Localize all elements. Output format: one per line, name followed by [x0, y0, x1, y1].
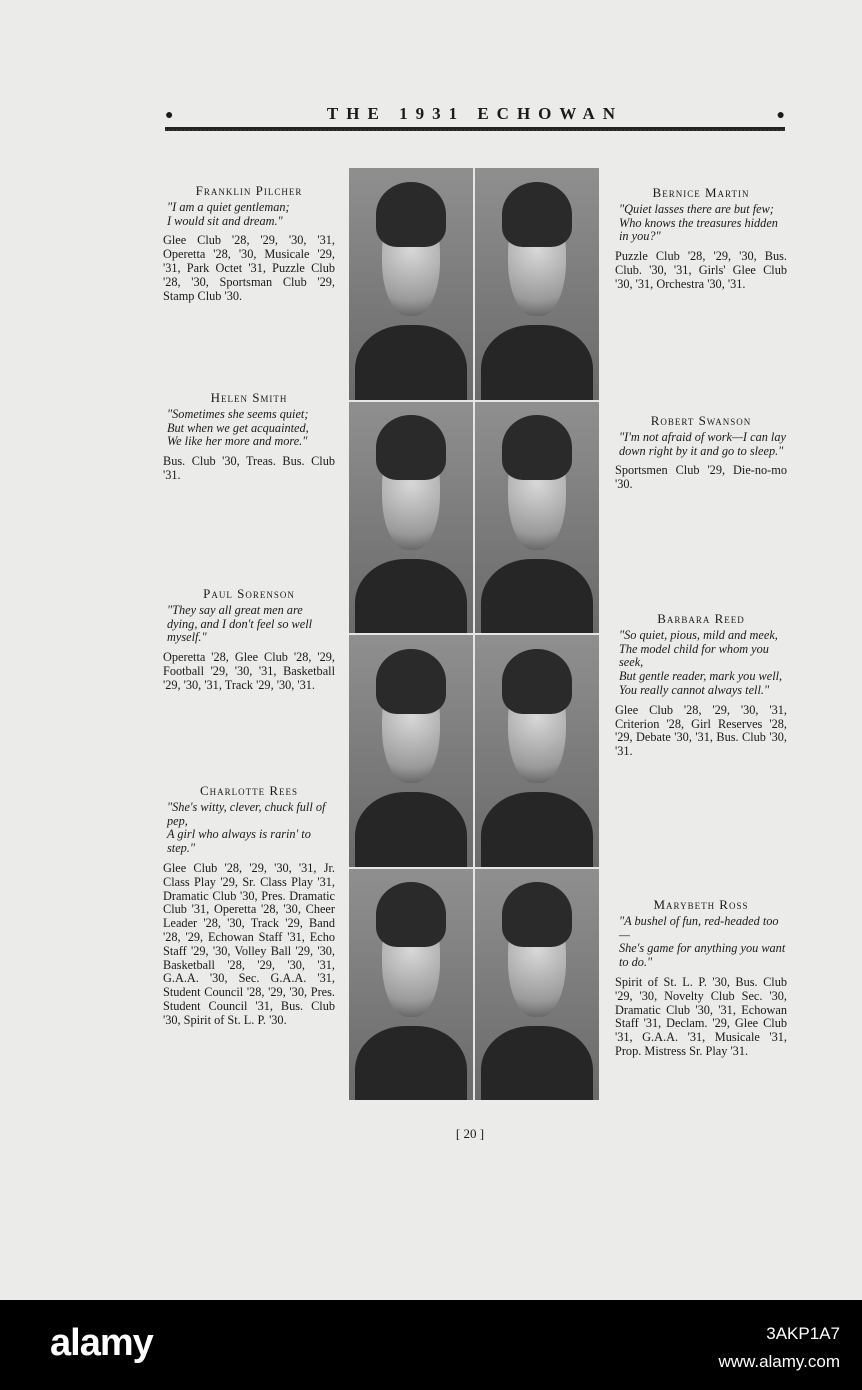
student-name: Franklin Pilcher — [195, 183, 303, 198]
student-activities: Operetta '28, Glee Club '28, '29, Football '29, '30, '31, Basketball '29, '30, '31, Track '29, '30, '31. — [163, 650, 335, 692]
student-entry — [163, 784, 335, 1028]
student-activities: Glee Club '28, '29, '30, '31, Criterion '28, Girl Reserves '28, '29, Debate '30, '31, Bus. Club '30, '31. — [615, 702, 787, 759]
image-code: 3AKP1A7 — [766, 1324, 840, 1343]
portrait-robert-swanson — [475, 402, 599, 634]
page-header — [165, 104, 785, 134]
student-quote: "They say all great men are dying, and I don't feel so well myself." — [167, 602, 313, 645]
portrait-helen-smith — [349, 402, 473, 634]
portrait-franklin-pilcher — [349, 168, 473, 400]
student-entry — [163, 184, 335, 303]
student-activities: Puzzle Club '28, '29, '30, Bus. Club. '30, '31, Girls' Glee Club '30, '31, Orchestra '30, '31. — [615, 249, 787, 291]
student-name: Bernice Martin — [652, 185, 750, 200]
student-quote: "A bushel of fun, red-headed too— She's game for anything you want to do." — [619, 913, 786, 970]
header-title: THE 1931 ECHOWAN — [326, 104, 624, 123]
alamy-logo: alamy — [50, 1322, 153, 1364]
student-quote: "She's witty, clever, chuck full of pep, A girl who always is rarin' to step." — [167, 799, 326, 856]
student-activities: Glee Club '28, '29, '30, '31, Operetta '28, '30, Musicale '29, '31, Park Octet '31, Puzzle Club '28, '30, Sportsman Club '29, Stamp Club '30. — [163, 233, 335, 303]
portrait-charlotte-rees — [349, 869, 473, 1101]
student-entry — [163, 587, 335, 693]
student-entry — [615, 186, 787, 292]
student-entry — [615, 414, 787, 492]
student-name: Paul Sorenson — [203, 586, 295, 601]
student-entry — [615, 898, 787, 1059]
student-name: Robert Swanson — [650, 413, 752, 428]
bullet-icon: ● — [776, 108, 785, 123]
student-name: Helen Smith — [210, 390, 288, 405]
student-name: Charlotte Rees — [199, 783, 299, 798]
student-name: Marybeth Ross — [653, 897, 749, 912]
student-quote: "So quiet, pious, mild and meek, The model child for whom you seek, But gentle reader, mark you well, You really cannot always tell." — [619, 627, 783, 697]
student-quote: "Sometimes she seems quiet; But when we get acquainted, We like her more and more." — [167, 406, 309, 449]
student-activities: Glee Club '28, '29, '30, '31, Jr. Class Play '29, Sr. Class Play '31, Dramatic Club '30, Pres. Dramatic Club '31, Operetta '28, '30, Cheer Leader '28, '30, Track '29, Band '28, '29, Echowan Staff '31, Echo Staff '29, '30, Volley Ball '29, '30, Basketball '28, '29, '30, '31, G.A.A. '30, Sec. G.A.A. '31, Student Council '28, '29, '30, Pres. Student Council '31, Bus. Club '30, Spirit of St. L. P. '30. — [163, 860, 335, 1027]
student-activities: Spirit of St. L. P. '30, Bus. Club '29, '30, Novelty Club Sec. '30, Dramatic Club '30, '31, Echowan Staff '31, Declam. '29, Glee Club '31, G.A.A. '31, Musicale '31, Prop. Mistress Sr. Play '31. — [615, 974, 787, 1058]
watermark-url: www.alamy.com — [718, 1352, 840, 1371]
portrait-paul-sorenson — [349, 635, 473, 867]
student-name: Barbara Reed — [657, 611, 745, 626]
student-activities: Sportsmen Club '29, Die-no-mo '30. — [615, 463, 787, 492]
header-rule — [165, 127, 785, 131]
student-quote: "I'm not afraid of work—I can lay down right by it and go to sleep." — [619, 429, 786, 458]
portrait-bernice-martin — [475, 168, 599, 400]
portrait-grid — [349, 168, 599, 1100]
student-quote: "I am a quiet gentleman; I would sit and dream." — [167, 199, 290, 228]
portrait-barbara-reed — [475, 635, 599, 867]
page-number: [ 20 ] — [455, 1126, 485, 1141]
student-entry — [163, 391, 335, 483]
watermark-banner — [0, 1300, 862, 1390]
student-activities: Bus. Club '30, Treas. Bus. Club '31. — [163, 454, 335, 482]
portrait-marybeth-ross — [475, 869, 599, 1101]
student-entry — [615, 612, 787, 759]
student-quote: "Quiet lasses there are but few; Who knows the treasures hidden in you?" — [619, 201, 778, 244]
bullet-icon: ● — [165, 108, 174, 123]
